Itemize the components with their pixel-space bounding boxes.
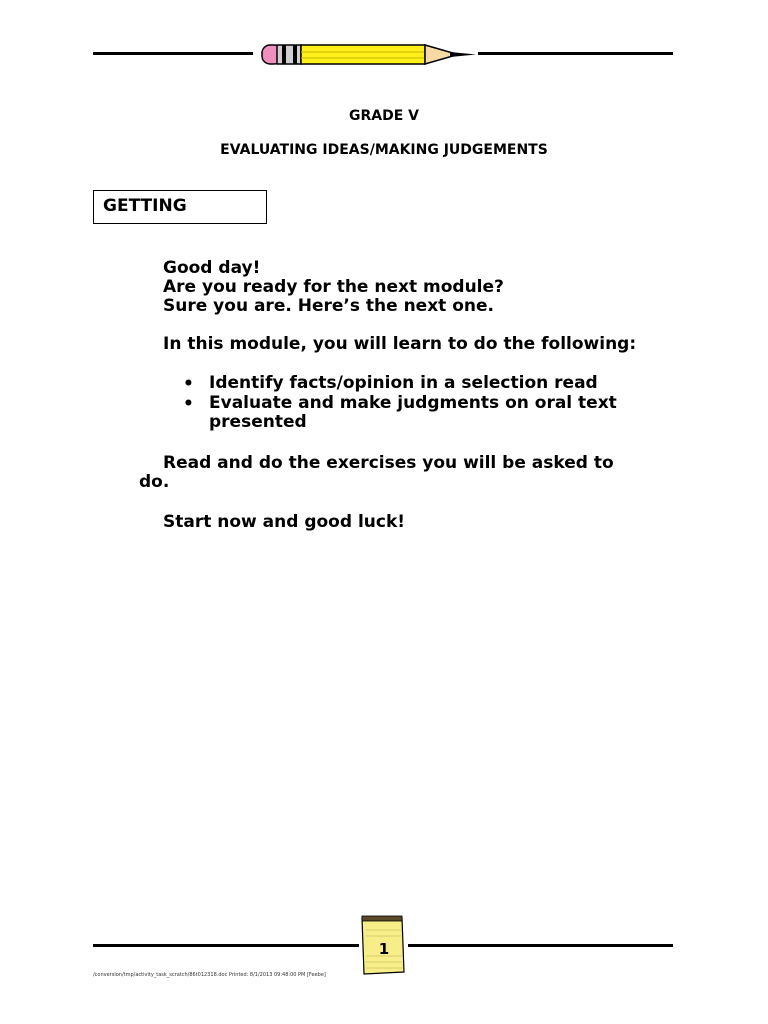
- footer-rule-left: [93, 944, 359, 947]
- header-rule-left: [93, 52, 253, 55]
- page-number: 1: [378, 940, 390, 958]
- closing-line: Start now and good luck!: [163, 512, 406, 532]
- objectives-lead: In this module, you will learn to do the following:: [163, 334, 637, 354]
- instructions-line-2: do.: [139, 472, 170, 492]
- section-box-label: GETTING: [103, 196, 187, 216]
- header-rule-right: [478, 52, 673, 55]
- footer-rule-right: [408, 944, 673, 947]
- grade-title: GRADE V: [349, 108, 419, 124]
- bullet-icon: •: [183, 394, 194, 414]
- intro-line-3: Sure you are. Here’s the next one.: [163, 296, 494, 316]
- intro-line-1: Good day!: [163, 258, 261, 278]
- intro-line-2: Are you ready for the next module?: [163, 277, 504, 297]
- section-box: [93, 190, 267, 224]
- topic-title: EVALUATING IDEAS/MAKING JUDGEMENTS: [220, 142, 548, 158]
- footer-file-path: /conversion/tmp/activity_task_scratch/86t012318.doc Printed: 8/1/2013 09:48:00 PM [Feebe]: [93, 972, 326, 978]
- bullet-icon: •: [183, 374, 194, 394]
- instructions-line-1: Read and do the exercises you will be asked to: [163, 453, 614, 473]
- objective-item-1: Identify facts/opinion in a selection read: [209, 373, 598, 393]
- objective-item-2-continued: presented: [209, 412, 307, 432]
- objective-item-2: Evaluate and make judgments on oral text: [209, 393, 617, 413]
- pencil-icon: [258, 42, 480, 68]
